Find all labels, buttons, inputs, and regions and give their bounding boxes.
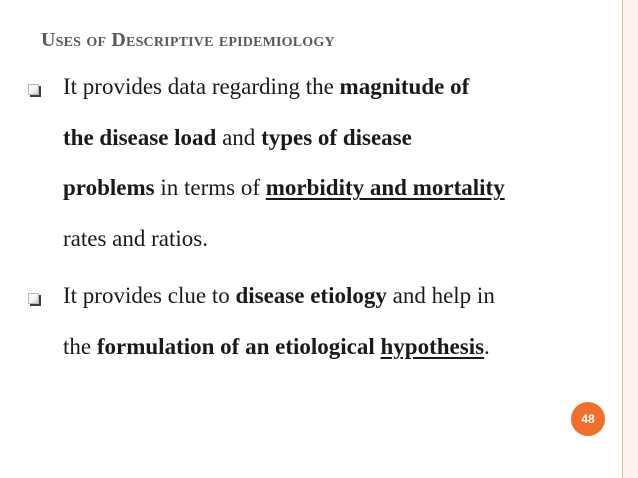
bullet-1-line-3 xyxy=(63,175,505,201)
bold-run: problems xyxy=(63,175,155,200)
checkbox-bullet-icon xyxy=(28,293,39,304)
bullet-1-line-1 xyxy=(63,74,469,100)
text-run: It provides data regarding the xyxy=(63,74,340,99)
text-run: in terms of xyxy=(154,175,266,200)
slide-title: Uses of Descriptive epidemiology xyxy=(41,29,335,51)
bold-run: formulation of an etiological xyxy=(96,334,381,359)
bold-run: magnitude of xyxy=(339,74,470,99)
checkbox-bullet-icon xyxy=(28,84,39,95)
text-run: . xyxy=(484,334,490,359)
bold-run: types of disease xyxy=(261,125,412,150)
bold-run: disease etiology xyxy=(235,283,387,308)
bullet-1-line-4 xyxy=(63,226,208,252)
underlined-bold-run: hypothesis xyxy=(380,334,485,359)
text-run: and help in xyxy=(386,283,495,308)
bullet-1-line-2 xyxy=(63,125,412,151)
text-run: and xyxy=(216,125,262,150)
text-run: the xyxy=(63,334,97,359)
underlined-bold-run: morbidity and mortality xyxy=(265,175,505,200)
text-run: It provides clue to xyxy=(63,283,236,308)
page-number-badge: 48 xyxy=(571,402,605,436)
bold-run: the disease load xyxy=(63,125,217,150)
edge-strip xyxy=(623,0,638,478)
text-run: rates and ratios. xyxy=(63,226,208,251)
bullet-2-line-2 xyxy=(63,334,490,360)
bullet-2-line-1 xyxy=(63,283,495,309)
